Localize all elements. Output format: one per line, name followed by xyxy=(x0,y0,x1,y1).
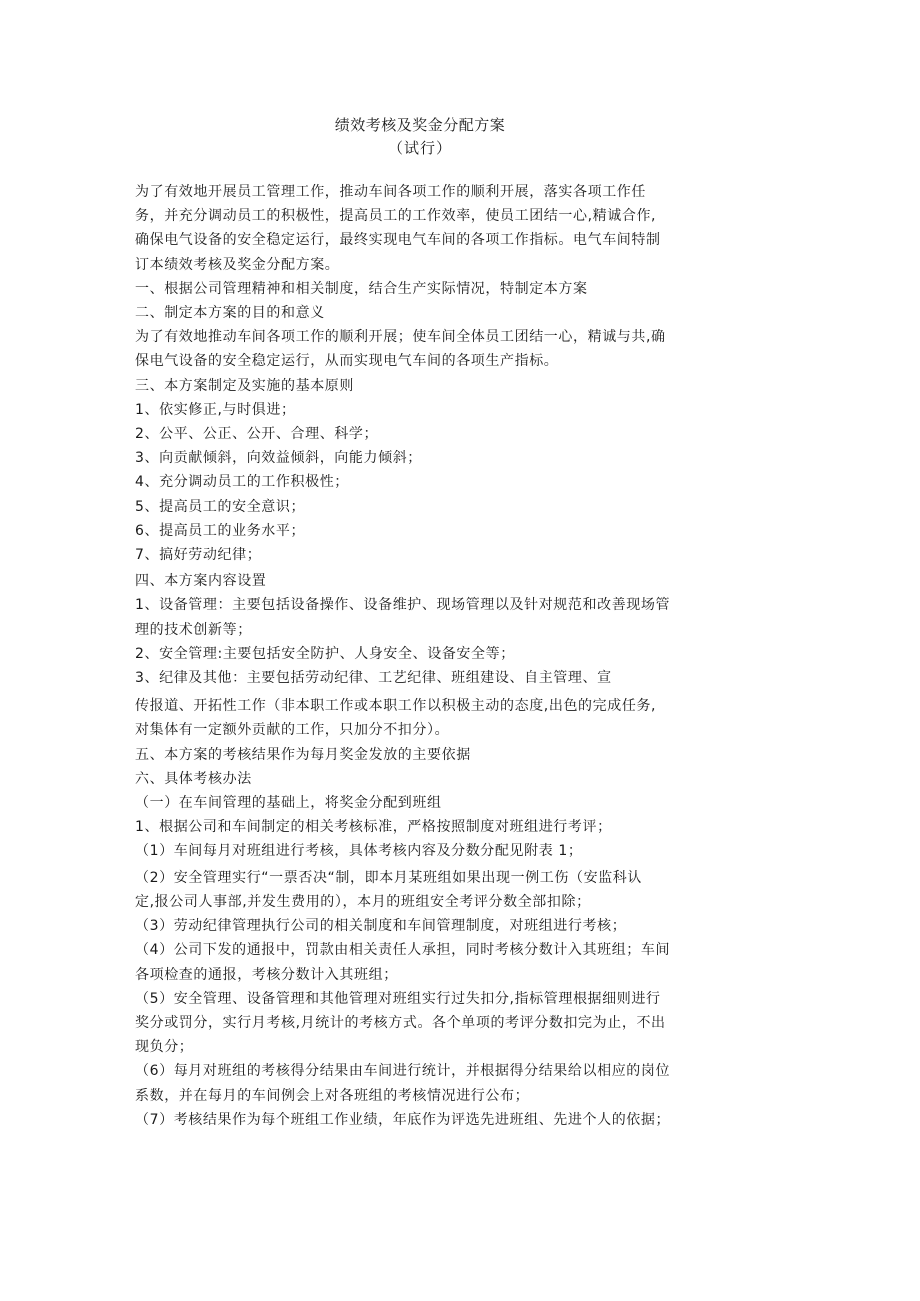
list-item: （2）安全管理实行“一票否决“制，即本月某班组如果出现一例工伤（安监科认 xyxy=(135,869,643,886)
list-item: 4、充分调动员工的工作积极性； xyxy=(135,474,349,491)
list-item: 3、纪律及其他：主要包括劳动纪律、工艺纪律、班组建设、自主管理、宣 xyxy=(135,670,612,687)
list-item: 奖分或罚分，实行月考核,月统计的考核方式。各个单项的考评分数扣完为止，不出 xyxy=(135,1014,666,1031)
list-item: （6）每月对班组的考核得分结果由车间进行统计，并根据得分结果给以相应的岗位 xyxy=(135,1063,671,1080)
list-item: 系数，并在每月的车间例会上对各班组的考核情况进行公布； xyxy=(135,1087,530,1104)
list-item: （3）劳动纪律管理执行公司的相关制度和车间管理制度，对班组进行考核； xyxy=(135,918,627,935)
section-heading: 三、本方案制定及实施的基本原则 xyxy=(135,377,354,394)
list-item: 5、提高员工的安全意识； xyxy=(135,498,306,515)
list-item: （1）车间每月对班组进行考核，具体考核内容及分数分配见附表 1； xyxy=(135,843,583,860)
list-item: 传报道、开拓性工作（非本职工作或本职工作以积极主动的态度,出色的完成任务, xyxy=(135,698,657,715)
list-item: 2、安全管理:主要包括安全防护、人身安全、设备安全等； xyxy=(135,645,515,662)
list-item: 2、公平、公正、公开、合理、科学； xyxy=(135,426,379,443)
list-item: 现负分； xyxy=(135,1039,194,1056)
list-item: 对集体有一定额外贡献的工作，只加分不扣分）。 xyxy=(135,722,450,739)
list-item: 理的技术创新等； xyxy=(135,621,252,638)
list-item: 1、根据公司和车间制定的相关考核标准，严格按照制度对班组进行考评； xyxy=(135,819,612,836)
list-item: 定,报公司人事部,并发生费用的），本月的班组安全考评分数全部扣除； xyxy=(135,893,591,910)
list-item: 1、设备管理：主要包括设备操作、设备维护、现场管理以及针对规范和改善现场管 xyxy=(135,597,671,614)
document-title: 绩效考核及奖金分配方案 xyxy=(334,116,506,134)
subsection-heading: （一）在车间管理的基础上，将奖金分配到班组 xyxy=(135,795,442,812)
section-heading: 四、本方案内容设置 xyxy=(135,573,267,590)
paragraph-line: 为了有效地开展员工管理工作，推动车间各项工作的顺利开展，落实各项工作任 xyxy=(135,184,646,200)
paragraph-line: 确保电气设备的安全稳定运行，最终实现电气车间的各项工作指标。电气车间特制 xyxy=(135,232,661,249)
list-item: 7、搞好劳动纪律； xyxy=(135,547,262,564)
paragraph-line: 保电气设备的安全稳定运行，从而实现电气车间的各项生产指标。 xyxy=(135,353,559,370)
section-heading: 一、根据公司管理精神和相关制度，结合生产实际情况，特制定本方案 xyxy=(135,280,588,297)
section-heading: 六、具体考核办法 xyxy=(135,770,252,787)
paragraph-line: 为了有效地推动车间各项工作的顺利开展；使车间全体员工团结一心，精诚与共,确 xyxy=(135,329,666,346)
paragraph-line: 订本绩效考核及奖金分配方案。 xyxy=(135,256,340,273)
paragraph-line: 务，并充分调动员工的积极性，提高员工的工作效率，使员工团结一心,精诚合作, xyxy=(135,208,657,225)
document-body xyxy=(135,180,705,1132)
list-item: （5）安全管理、设备管理和其他管理对班组实行过失扣分,指标管理根据细则进行 xyxy=(135,990,661,1007)
list-item: 1、依实修正,与时俱进； xyxy=(135,401,296,418)
document-subtitle: （试行） xyxy=(387,139,452,157)
list-item: 6、提高员工的业务水平； xyxy=(135,522,306,539)
list-item: （7）考核结果作为每个班组工作业绩，年底作为评选先进班组、先进个人的依据； xyxy=(135,1111,671,1128)
section-heading: 二、制定本方案的目的和意义 xyxy=(135,305,325,322)
list-item: 各项检查的通报，考核分数计入其班组； xyxy=(135,966,398,983)
list-item: 3、向贡献倾斜，向效益倾斜，向能力倾斜； xyxy=(135,450,422,467)
section-heading: 五、本方案的考核结果作为每月奖金发放的主要依据 xyxy=(135,746,471,763)
list-item: （4）公司下发的通报中，罚款由相关责任人承担，同时考核分数计入其班组；车间 xyxy=(135,942,671,959)
